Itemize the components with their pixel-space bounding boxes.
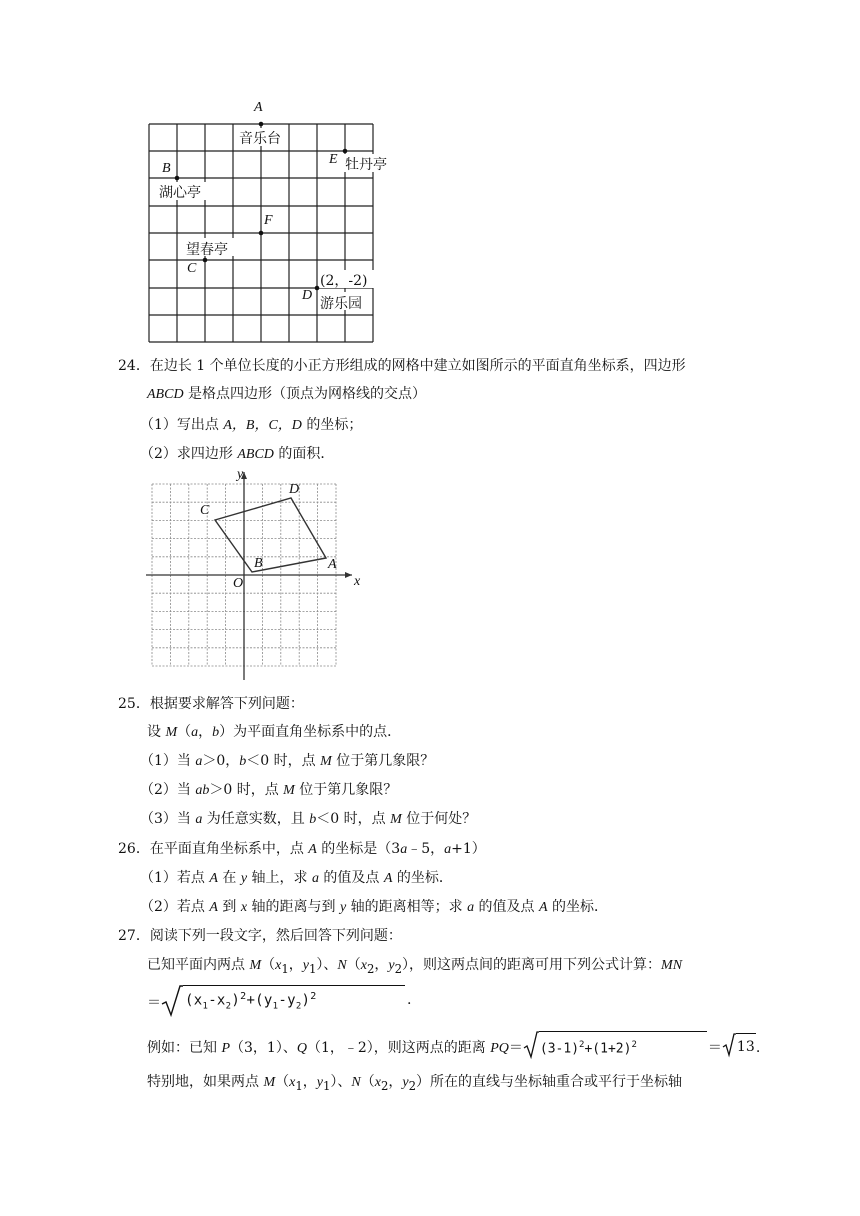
map-point-b: B [162,161,171,176]
park-map-figure [140,98,400,348]
q24-number: 24． [118,358,150,374]
formula-radicand: $(x_1-x_2)^2+(y_1-y_2)^2$ [185,991,317,1012]
map-point-a: A [254,100,263,115]
q27-example: 例如：已知 P（3，1）、Q（1，﹣2），则这两点的距离 PQ＝ $(3-1)^2+(1+2)^2$ ＝ 13 . [147,1038,760,1066]
x-axis-arrow [345,572,352,578]
quad-point-a: A [328,557,337,572]
q24-part1: （1）写出点 A，B，C，D 的坐标； [140,417,363,433]
place-amusement-park: 游乐园 [320,296,362,312]
place-lake-pavilion: 湖心亭 [159,185,201,201]
q27-title: 27．阅读下列一段文字，然后回答下列问题： [118,928,402,944]
q24-line1: 24．在边长 1 个单位长度的小正方形组成的网格中建立如图所示的平面直角坐标系，四边形 [118,358,686,374]
point-e-dot [343,149,348,154]
coordinate-grid [146,468,376,688]
map-point-c: C [187,261,197,276]
q24-line2: ABCD 是格点四边形（顶点为网格线的交点） [147,386,427,402]
origin-label: O [233,576,244,591]
point-f-dot [259,231,264,236]
sqrt-sign-icon [161,984,183,1018]
point-a-dot [259,122,264,127]
q24-part2: （2）求四边形 ABCD 的面积． [140,446,335,462]
x-axis-label: x [354,574,361,589]
sqrt-vinculum [183,985,405,986]
q25-part2: （2）当 ab＞0 时，点 M 位于第几象限？ [140,782,398,798]
place-music-stage: 音乐台 [239,131,281,147]
quadrilateral-abcd [215,498,326,572]
map-point-f: F [264,213,273,228]
sqrt-thirteen: 13 [722,1038,756,1058]
sqrt-sign-icon [722,1032,736,1058]
q26-part2: （2）若点 A 到 x 轴的距离与到 y 轴的距离相等；求 a 的值及点 A 的坐标． [140,899,608,915]
point-d-dot [315,286,320,291]
map-point-d: D [302,288,313,303]
place-spring-pavilion: 望春亭 [186,242,228,258]
q25-title: 25．根据要求解答下列问题： [118,696,304,712]
point-b-dot [175,176,180,181]
example-sqrt: $(3-1)^2+(1+2)^2$ [523,1038,708,1058]
quadrilateral-figure [146,468,376,688]
q27-definition: 已知平面内两点 $M(x_1$，$y_1$）、$N(x_2$，$y_2$），则这两点间的距离可用下列公式计算：MN [147,957,683,976]
place-peony-pavilion: 牡丹亭 [345,157,387,173]
q25-part3: （3）当 a 为任意实数，且 b＜0 时，点 M 位于何处？ [140,811,477,827]
quad-point-c: C [200,503,210,518]
q25-number: 25． [118,696,150,712]
q26-number: 26． [118,841,150,857]
y-axis-label: y [237,467,244,482]
q27-special-case: 特别地，如果两点 $M(x_1$，$y_1$）、$N(x_2$，$y_2$）所在的直线与坐标轴重合或平行于坐标轴 [147,1074,683,1093]
quad-point-d: D [289,482,300,497]
sqrt-sign-icon [523,1030,539,1060]
q26-line1: 26．在平面直角坐标系中，点 A 的坐标是（3a﹣5，a+1） [118,841,486,857]
q25-part1: （1）当 a＞0，b＜0 时，点 M 位于第几象限？ [140,753,435,769]
map-point-e: E [329,152,338,167]
quad-point-b: B [254,556,263,571]
q25-intro: 设 M（a，b）为平面直角坐标系中的点． [147,724,402,740]
point-d-coordinate: (2，-2) [320,273,368,289]
q26-part1: （1）若点 A 在 y 轴上，求 a 的值及点 A 的坐标． [140,870,453,886]
q27-number: 27． [118,928,150,944]
